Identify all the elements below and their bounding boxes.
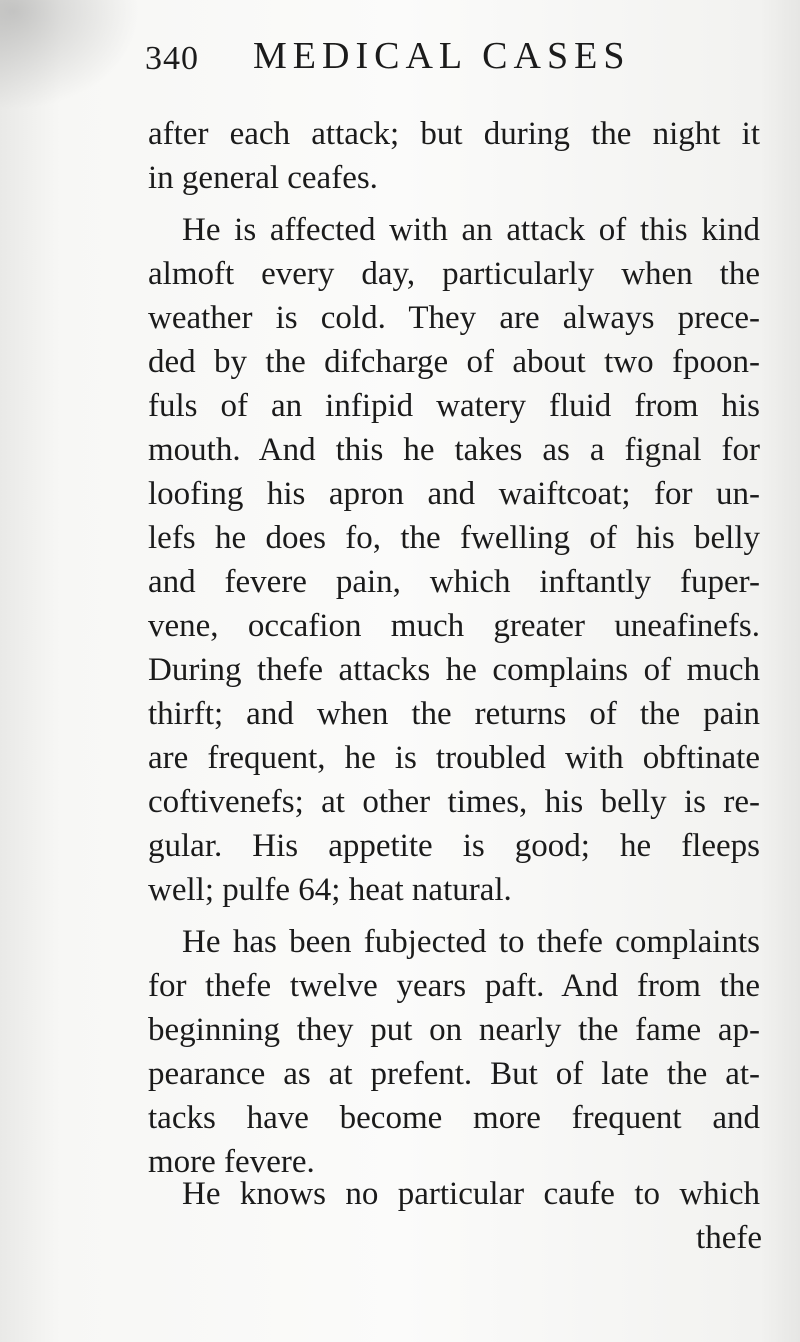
text-line: after each attack; but during the night it: [148, 116, 760, 152]
text-line: thirft; and when the returns of the pain: [148, 696, 760, 732]
text-line: and fevere pain, which inftantly fuper-: [148, 564, 760, 600]
running-title: MEDICAL CASES: [253, 35, 631, 77]
text-line: more fevere.: [148, 1144, 315, 1180]
text-line: vene, occafion much greater uneafinefs.: [148, 608, 760, 644]
text-line: He is affected with an attack of this kind: [182, 212, 760, 248]
text-line: gular. His appetite is good; he fleeps: [148, 828, 760, 864]
text-line: weather is cold. They are always prece-: [148, 300, 760, 336]
catchword: thefe: [696, 1220, 762, 1256]
text-line: During thefe attacks he complains of much: [148, 652, 760, 688]
text-line: tacks have become more frequent and: [148, 1100, 760, 1136]
text-line: pearance as at prefent. But of late the at-: [148, 1056, 760, 1092]
text-line: are frequent, he is troubled with obftinate: [148, 740, 760, 776]
text-line: beginning they put on nearly the fame ap-: [148, 1012, 760, 1048]
page-number: 340: [145, 40, 199, 77]
running-head: [145, 34, 675, 84]
text-line: lefs he does fo, the fwelling of his belly: [148, 520, 760, 556]
text-line: He has been fubjected to thefe complaints: [182, 924, 760, 960]
text-line: almoft every day, particularly when the: [148, 256, 760, 292]
text-line: coftivenefs; at other times, his belly is re-: [148, 784, 760, 820]
text-line: in general ceafes.: [148, 160, 378, 196]
text-line: loofing his apron and waiftcoat; for un-: [148, 476, 760, 512]
text-line: ded by the difcharge of about two fpoon-: [148, 344, 760, 380]
text-line: for thefe twelve years paft. And from the: [148, 968, 760, 1004]
text-line: well; pulfe 64; heat natural.: [148, 872, 512, 908]
text-line: He knows no particular caufe to which: [182, 1176, 760, 1212]
text-line: fuls of an infipid watery fluid from his: [148, 388, 760, 424]
text-line: mouth. And this he takes as a fignal for: [148, 432, 760, 468]
